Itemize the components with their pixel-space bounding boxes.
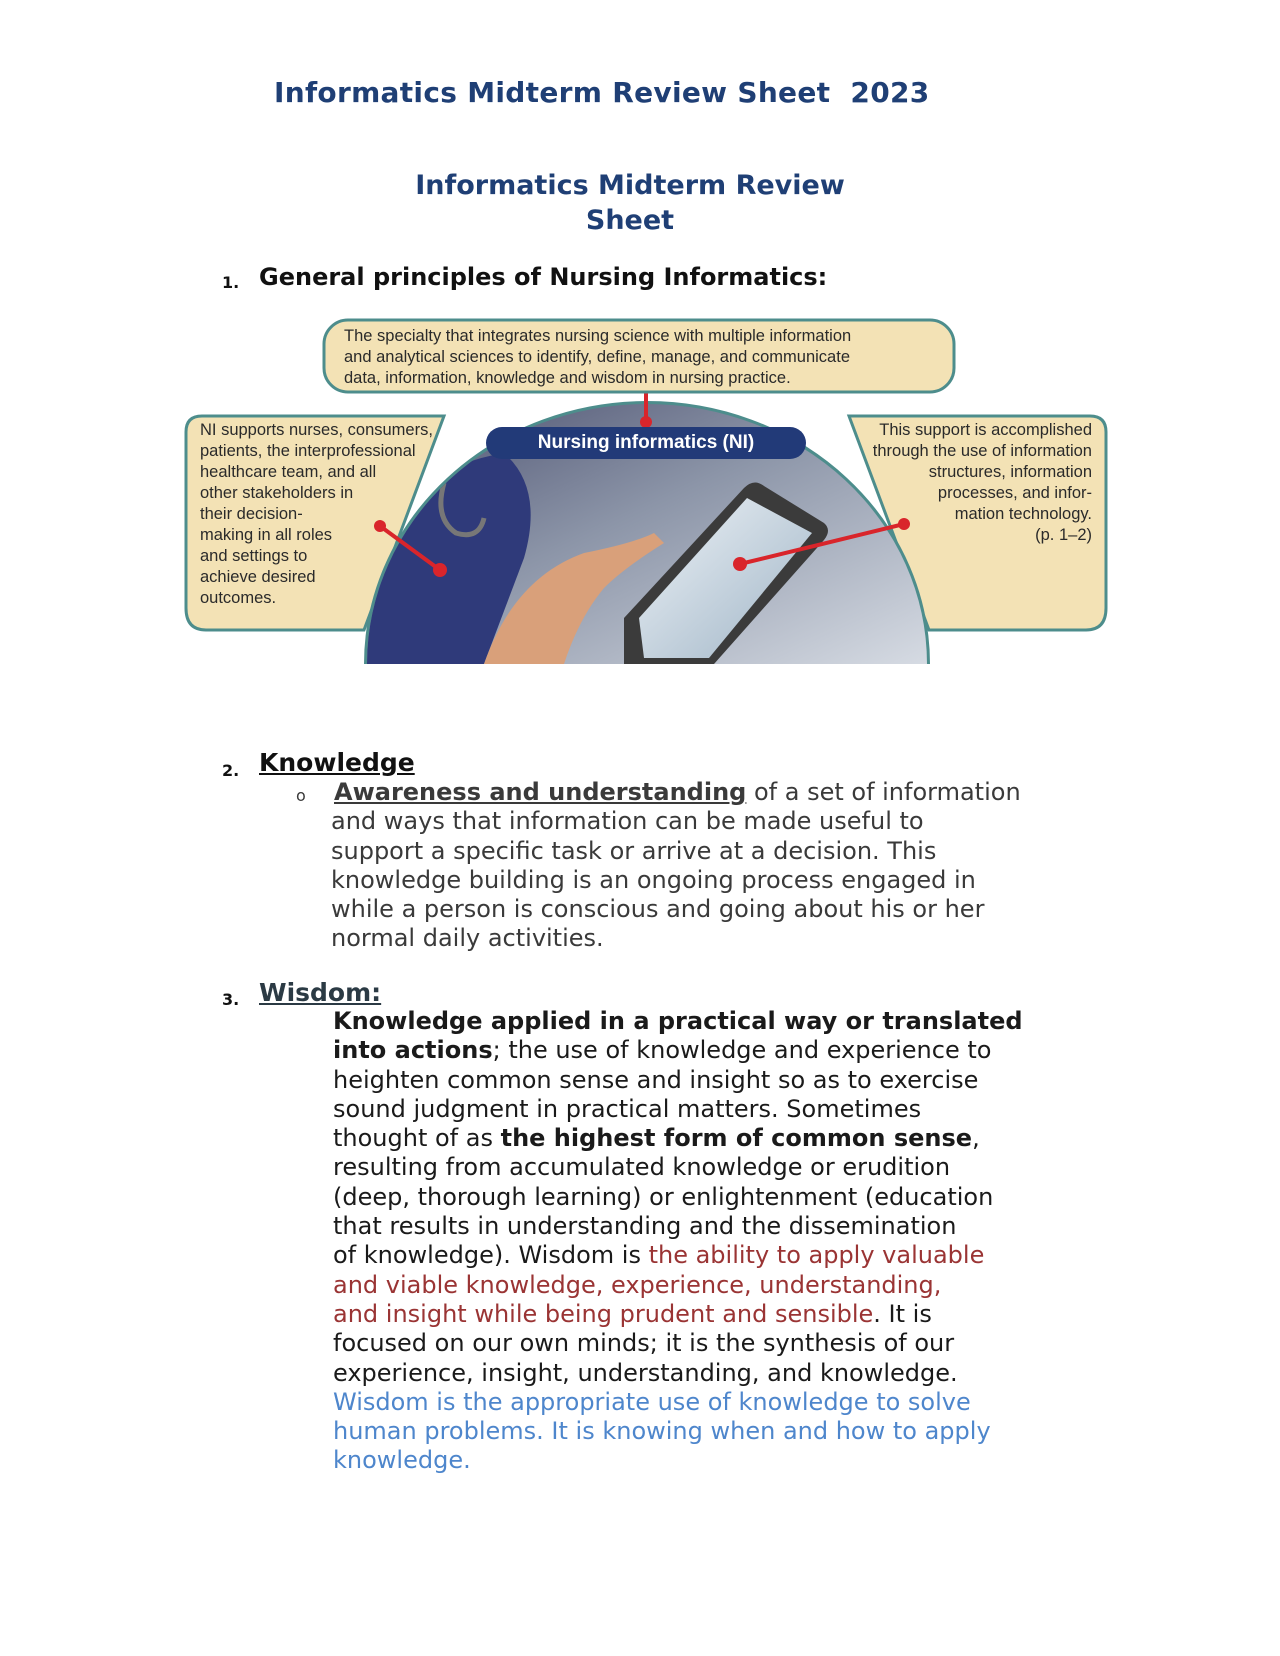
wisdom-line: heighten common sense and insight so as to exercise: [333, 1065, 979, 1094]
diagram-left-text: [200, 420, 460, 609]
knowledge-line: knowledge building is an ongoing process engaged in: [331, 865, 976, 894]
wisdom-line: human problems. It is knowing when and how to apply: [333, 1417, 991, 1446]
right-connector-start: [733, 557, 747, 571]
subtitle-line-2: Sheet: [585, 205, 675, 236]
section-2-heading: Knowledge: [259, 748, 415, 777]
right-text-line: structures, information: [928, 463, 1092, 481]
section-3-number: 3.: [222, 990, 240, 1009]
right-text-line: This support is accomplished: [879, 421, 1092, 439]
diagram-top-text: [344, 326, 944, 389]
wisdom-text: ,: [972, 1124, 980, 1153]
left-text-line: outcomes.: [200, 589, 277, 607]
wisdom-line: focused on our own minds; it is the synthesis of our: [333, 1329, 955, 1358]
diagram-center-label: Nursing informatics (NI): [537, 432, 755, 453]
wisdom-line: knowledge.: [333, 1446, 471, 1475]
left-text-line: making in all roles: [200, 526, 333, 544]
wisdom-line: [333, 1300, 1113, 1329]
wisdom-line: Wisdom is the appropriate use of knowledge to solve: [333, 1387, 971, 1416]
left-text-line: NI supports nurses, consumers,: [200, 421, 433, 439]
wisdom-definition: [333, 1007, 1113, 1476]
knowledge-line: and ways that information can be made useful to: [331, 807, 924, 836]
wisdom-line: sound judgment in practical matters. Sometimes: [333, 1094, 922, 1123]
wisdom-highlight-red: the ability to apply valuable: [648, 1241, 985, 1270]
wisdom-text: . It is: [873, 1299, 932, 1328]
wisdom-line: (deep, thorough learning) or enlightenment (education: [333, 1182, 994, 1211]
knowledge-line-1-rest: of a set of information: [746, 778, 1021, 806]
knowledge-line: while a person is conscious and going about his or her: [331, 895, 985, 924]
right-text-line: (p. 1–2): [1035, 526, 1092, 544]
left-text-line: achieve desired: [200, 568, 316, 586]
knowledge-line-1: [334, 778, 1094, 807]
right-text-line: through the use of information: [872, 442, 1092, 460]
section-3-heading: Wisdom:: [259, 978, 382, 1007]
wisdom-text: of knowledge). Wisdom is: [333, 1241, 649, 1270]
left-text-line: their decision-: [200, 505, 303, 523]
left-text-line: and settings to: [200, 547, 308, 565]
wisdom-line: [333, 1124, 1113, 1153]
knowledge-line: support a specific task or arrive at a decision. This: [331, 836, 937, 865]
section-1-heading: General principles of Nursing Informatics:: [259, 263, 828, 291]
wisdom-bold-text: the highest form of common sense: [500, 1124, 973, 1153]
right-text-line: processes, and infor-: [937, 484, 1092, 502]
knowledge-definition: [331, 778, 1094, 954]
wisdom-text: ; the use of knowledge and experience to: [492, 1036, 992, 1065]
top-text-line: and analytical sciences to identify, define, manage, and communicate: [344, 348, 850, 366]
wisdom-line: and viable knowledge, experience, understanding,: [333, 1270, 942, 1299]
document-title: Informatics Midterm Review Sheet 2023: [274, 76, 930, 109]
right-text-line: mation technology.: [954, 505, 1092, 523]
wisdom-line: [333, 1241, 1113, 1270]
left-text-line: other stakeholders in: [200, 484, 354, 502]
knowledge-bullet: o: [296, 786, 306, 805]
wisdom-line: experience, insight, understanding, and knowledge.: [333, 1358, 958, 1387]
document-subtitle: [380, 168, 880, 238]
knowledge-line: normal daily activities.: [331, 924, 604, 953]
left-text-line: healthcare team, and all: [200, 463, 377, 481]
wisdom-bold-text: Knowledge applied in a practical way or translated: [333, 1007, 1023, 1035]
nursing-informatics-diagram: [184, 318, 1108, 664]
knowledge-key-phrase: Awareness and understanding: [334, 778, 747, 806]
wisdom-highlight-red: and insight while being prudent and sensible: [333, 1299, 874, 1328]
top-text-line: data, information, knowledge and wisdom in nursing practice.: [344, 369, 791, 387]
top-text-line: The specialty that integrates nursing science with multiple information: [344, 327, 852, 345]
subtitle-line-1: Informatics Midterm Review: [415, 170, 845, 201]
wisdom-line: [333, 1036, 1113, 1065]
left-text-line: patients, the interprofessional: [200, 442, 416, 460]
wisdom-line: that results in understanding and the dissemination: [333, 1212, 957, 1241]
diagram-right-text: [824, 420, 1092, 546]
section-1-number: 1.: [222, 273, 240, 292]
wisdom-line: [333, 1007, 1113, 1036]
wisdom-line: resulting from accumulated knowledge or erudition: [333, 1153, 951, 1182]
wisdom-bold-text: into actions: [333, 1036, 493, 1065]
wisdom-text: thought of as: [333, 1124, 501, 1153]
section-2-number: 2.: [222, 761, 240, 780]
